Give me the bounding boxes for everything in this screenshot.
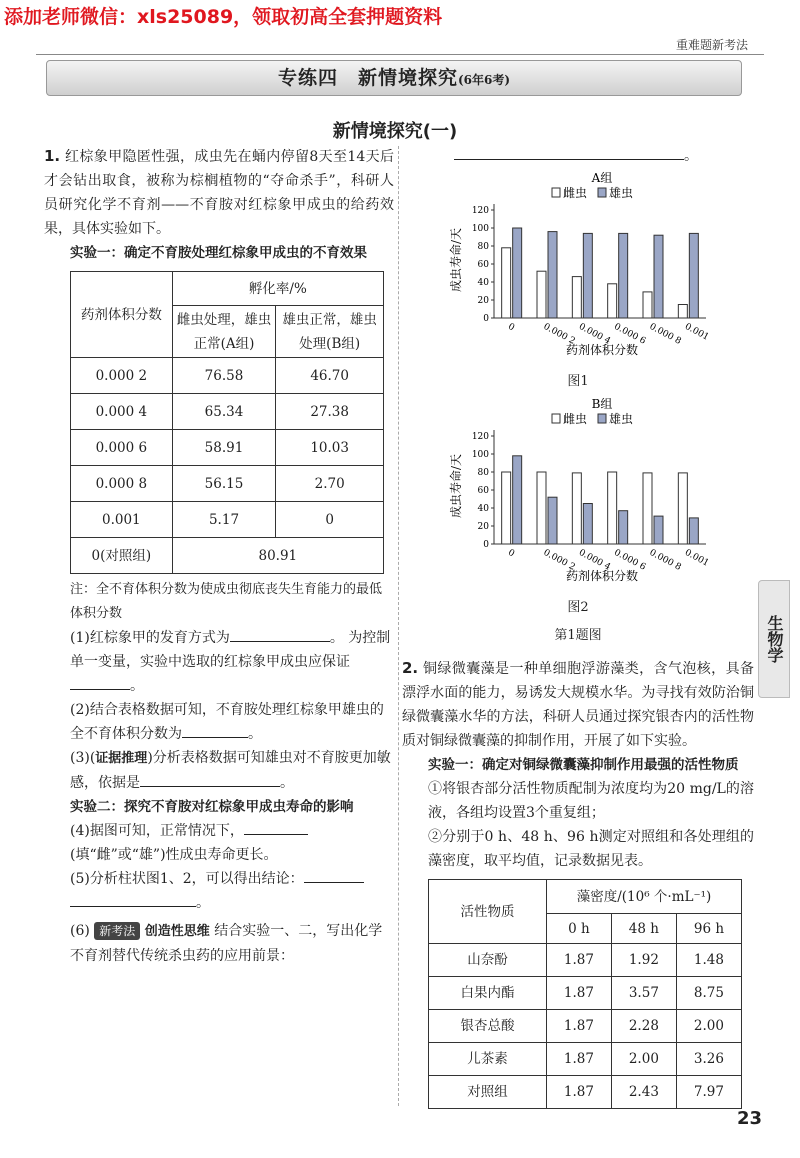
q1-cell: 27.38 xyxy=(276,394,384,430)
y-tick-label: 40 xyxy=(477,504,489,514)
bar-female xyxy=(537,271,546,318)
q1-s2-text: (2)结合表格数据可知，不育胺处理红棕象甲雄虫的全不育体积分数为 xyxy=(70,702,384,742)
q1-exp1-heading: 实验一：确定不育胺处理红棕象甲成虫的不育效果 xyxy=(70,245,367,261)
x-tick-label: 0.001 xyxy=(682,321,711,343)
q1-table-header-b: 雄虫正常，雄虫处理(B组) xyxy=(276,306,384,358)
period: 。 xyxy=(130,678,144,694)
page-number: 23 xyxy=(736,1108,762,1129)
q2-cell: 3.26 xyxy=(676,1043,741,1076)
q1-cell: 0.000 8 xyxy=(71,466,173,502)
q2-cell: 1.87 xyxy=(547,1043,612,1076)
answer-blank[interactable] xyxy=(244,819,308,835)
q1-s3-tag: 证据推理 xyxy=(95,751,148,766)
q1-cell: 5.17 xyxy=(172,502,276,538)
bar-male xyxy=(548,497,557,544)
q2-table-header-0h: 0 h xyxy=(547,914,612,944)
q1-cell: 65.34 xyxy=(172,394,276,430)
y-tick-label: 120 xyxy=(471,432,489,442)
q1-cell: 0.000 2 xyxy=(71,358,173,394)
q2-cell: 1.92 xyxy=(611,944,676,977)
y-tick-label: 80 xyxy=(477,468,489,478)
period: 。 xyxy=(329,630,344,646)
left-column xyxy=(44,144,394,968)
q2-table-header-48h: 48 h xyxy=(611,914,676,944)
q2-cell: 1.87 xyxy=(547,1010,612,1043)
y-tick-label: 60 xyxy=(477,260,489,270)
y-tick-label: 80 xyxy=(477,242,489,252)
bar-female xyxy=(608,284,617,318)
bar-female xyxy=(643,473,652,544)
bar-male xyxy=(583,504,592,545)
y-axis-label: 成虫寿命/天 xyxy=(449,453,463,519)
q1-number: 1. xyxy=(44,147,61,165)
table-row xyxy=(429,1076,742,1109)
q2-exp1-heading: 实验一：确定对铜绿微囊藻抑制作用最强的活性物质 xyxy=(428,757,739,773)
q2-cell: 山奈酚 xyxy=(429,944,547,977)
banner-title: 专练四 新情境探究 xyxy=(277,67,458,89)
q2-number: 2. xyxy=(402,659,419,677)
q1-s1-text: (1)红棕象甲的发育方式为 xyxy=(70,630,230,646)
q1-intro-text: 红棕象甲隐匿性强，成虫先在蛹内停留8天至14天后才会钻出取食，被称为棕榈植物的“夺命杀手”，科研人员研究化学不育剂——不育胺对红棕象甲成虫的给药效果，具体实验如下。 xyxy=(44,149,394,237)
legend-swatch-female xyxy=(552,188,560,197)
table-row xyxy=(71,502,384,538)
x-tick-label: 0.000 4 xyxy=(576,321,612,347)
answer-blank[interactable] xyxy=(454,144,684,160)
y-axis-label: 成虫寿命/天 xyxy=(449,227,463,293)
bar-male xyxy=(548,232,557,318)
q1-cell: 46.70 xyxy=(276,358,384,394)
bar-male xyxy=(619,233,628,318)
period: 。 xyxy=(280,775,294,791)
bar-female xyxy=(678,305,687,319)
y-tick-label: 40 xyxy=(477,278,489,288)
q2-cell: 儿茶素 xyxy=(429,1043,547,1076)
y-tick-label: 0 xyxy=(483,314,489,324)
bar-chart-figure-1 xyxy=(402,168,754,364)
table-row xyxy=(71,394,384,430)
q2-cell: 1.87 xyxy=(547,1076,612,1109)
watermark-text: 添加老师微信：xls25089，领取初高全套押题资料 xyxy=(4,6,443,28)
q1-s6-text2: 结合实验一、二，写出化学不育剂替代传统杀虫药的应用前景： xyxy=(70,923,383,964)
q1-cell: 0.001 xyxy=(71,502,173,538)
q1-s6-text: (6) xyxy=(70,923,90,939)
q1-exp2-heading: 实验二：探究不育胺对红棕象甲成虫寿命的影响 xyxy=(70,799,354,815)
q1-control-value: 80.91 xyxy=(172,538,383,574)
period: 。 xyxy=(248,726,262,742)
y-tick-label: 60 xyxy=(477,486,489,496)
y-tick-label: 20 xyxy=(477,522,489,532)
q1-sub2 xyxy=(44,698,394,746)
q2-table-header-density: 藻密度/(10⁶ 个·mL⁻¹) xyxy=(547,880,742,914)
q1-sub1 xyxy=(44,626,394,698)
q1-cell: 56.15 xyxy=(172,466,276,502)
period: 。 xyxy=(196,895,210,911)
legend-label-female: 雌虫 xyxy=(563,186,588,200)
q1-intro xyxy=(44,144,394,241)
legend-swatch-female xyxy=(552,414,560,423)
y-tick-label: 20 xyxy=(477,296,489,306)
q1-control-label: 0(对照组) xyxy=(71,538,173,574)
q2-cell: 2.00 xyxy=(611,1043,676,1076)
bar-female xyxy=(643,292,652,318)
x-tick-label: 0.000 6 xyxy=(612,321,648,347)
answer-blank[interactable] xyxy=(140,771,280,787)
chart-title: B组 xyxy=(591,397,613,411)
q1-s3-text2: )分析表格数据可知雄虫对不育胺更加敏感，依据是 xyxy=(70,750,391,791)
x-tick-label: 0.001 xyxy=(682,547,711,569)
q2-intro xyxy=(402,656,754,753)
q2-cell: 7.97 xyxy=(676,1076,741,1109)
x-tick-label: 0.000 8 xyxy=(647,321,683,347)
q1-cell: 10.03 xyxy=(276,430,384,466)
section-banner xyxy=(46,60,742,96)
bar-male xyxy=(583,233,592,318)
q2-cell: 1.87 xyxy=(547,944,612,977)
q1-sub5 xyxy=(44,867,394,915)
q2-intro-text: 铜绿微囊藻是一种单细胞浮游藻类，含气泡核，具备漂浮水面的能力，易诱发大规模水华。为寻找有效防治铜绿微囊藻水华的方法，科研人员通过探究银杏内的活性物质对铜绿微囊藻的抑制作用，开展了如下实验。 xyxy=(402,661,754,749)
q1-cell: 76.58 xyxy=(172,358,276,394)
section-title: 新情境探究(一) xyxy=(332,121,458,142)
q2-cell: 8.75 xyxy=(676,977,741,1010)
q1-cell: 2.70 xyxy=(276,466,384,502)
q1-sub6 xyxy=(44,919,394,968)
q2-cell: 2.43 xyxy=(611,1076,676,1109)
q2-cell: 银杏总酸 xyxy=(429,1010,547,1043)
x-tick-label: 0 xyxy=(506,547,517,560)
x-tick-label: 0.000 4 xyxy=(576,547,612,573)
x-axis-label: 药剂体积分数 xyxy=(565,343,639,357)
y-tick-label: 120 xyxy=(471,206,489,216)
answer-blank[interactable] xyxy=(230,626,330,642)
table-row xyxy=(429,1010,742,1043)
chart1-caption: 图1 xyxy=(567,374,589,389)
q1-table-header-concentration: 药剂体积分数 xyxy=(71,272,173,358)
q1-cell: 0.000 4 xyxy=(71,394,173,430)
q1-cell: 0.000 6 xyxy=(71,430,173,466)
q2-table-header-96h: 96 h xyxy=(676,914,741,944)
q1-sub4 xyxy=(44,819,394,867)
running-header: 重难题新考法 xyxy=(675,38,748,52)
legend-label-male: 雄虫 xyxy=(609,412,634,426)
table-row xyxy=(429,1043,742,1076)
y-tick-label: 100 xyxy=(471,450,489,460)
q2-cell: 1.48 xyxy=(676,944,741,977)
bar-female xyxy=(572,473,581,544)
bar-female xyxy=(572,277,581,318)
answer-blank[interactable] xyxy=(304,867,364,883)
figure-caption: 第1题图 xyxy=(554,628,602,643)
bar-male xyxy=(513,456,522,544)
q2-step1: ①将银杏部分活性物质配制为浓度均为20 mg/L的溶液，各组均设置3个重复组； xyxy=(428,781,754,821)
q1-table-header-hatch: 孵化率/% xyxy=(172,272,383,306)
x-tick-label: 0.000 2 xyxy=(541,547,577,573)
legend-swatch-male xyxy=(598,414,606,423)
chart-title: A组 xyxy=(591,171,613,185)
x-axis-label: 药剂体积分数 xyxy=(565,569,639,583)
q1-table xyxy=(70,271,384,574)
q1-note: 注：全不育体积分数为使成虫彻底丧失生育能力的最低体积分数 xyxy=(70,582,383,621)
q2-cell: 3.57 xyxy=(611,977,676,1010)
q1-cell: 58.91 xyxy=(172,430,276,466)
right-column xyxy=(402,144,754,1113)
table-row xyxy=(71,430,384,466)
bar-male xyxy=(513,228,522,318)
bar-female xyxy=(502,248,511,318)
q1-sub3 xyxy=(44,746,394,795)
q2-table-header-substance: 活性物质 xyxy=(429,880,547,944)
bar-female xyxy=(502,472,511,544)
table-row xyxy=(71,466,384,502)
answer-blank[interactable] xyxy=(70,674,130,690)
q1-continuation xyxy=(402,144,754,168)
q1-table-header-a: 雌虫处理，雄虫正常(A组) xyxy=(172,306,276,358)
q2-step2: ②分别于0 h、48 h、96 h测定对照组和各处理组的藻密度，取平均值，记录数据见表。 xyxy=(428,829,754,869)
q2-table xyxy=(428,879,742,1109)
table-row xyxy=(429,977,742,1010)
x-tick-label: 0.000 2 xyxy=(541,321,577,347)
q1-s4-text2: (填“雌”或“雄”)性成虫寿命更长。 xyxy=(70,847,278,863)
q1-s3-text: (3)( xyxy=(70,750,96,766)
bar-male xyxy=(654,516,663,544)
q2-cell: 1.87 xyxy=(547,977,612,1010)
legend-label-female: 雌虫 xyxy=(563,412,588,426)
bar-male xyxy=(689,233,698,318)
subject-side-tab: 生物学 xyxy=(758,580,790,698)
y-tick-label: 100 xyxy=(471,224,489,234)
bar-female xyxy=(678,473,687,544)
legend-label-male: 雄虫 xyxy=(609,186,634,200)
bar-chart-figure-2 xyxy=(402,394,754,590)
q1-s1-text2: 为控制单一变量，实验中选取的红棕象甲成虫应保证 xyxy=(70,630,391,670)
table-row xyxy=(71,358,384,394)
bar-male xyxy=(619,511,628,544)
column-divider xyxy=(398,146,399,1106)
x-tick-label: 0.000 6 xyxy=(612,547,648,573)
q2-cell: 2.28 xyxy=(611,1010,676,1043)
q1-s6-tag2: 创造性思维 xyxy=(144,924,210,939)
table-row xyxy=(429,944,742,977)
legend-swatch-male xyxy=(598,188,606,197)
bar-male xyxy=(689,518,698,544)
q2-cell: 白果内酯 xyxy=(429,977,547,1010)
q2-cell: 2.00 xyxy=(676,1010,741,1043)
q1-s5-text: (5)分析柱状图1、2，可以得出结论： xyxy=(70,871,304,887)
new-method-tag: 新考法 xyxy=(94,922,140,940)
q1-cell: 0 xyxy=(276,502,384,538)
bar-female xyxy=(537,472,546,544)
bar-female xyxy=(608,472,617,544)
x-tick-label: 0.000 8 xyxy=(647,547,683,573)
header-rule xyxy=(36,54,764,55)
answer-blank[interactable] xyxy=(182,722,248,738)
bar-male xyxy=(654,235,663,318)
q2-cell: 对照组 xyxy=(429,1076,547,1109)
y-tick-label: 0 xyxy=(483,540,489,550)
period: 。 xyxy=(684,148,698,164)
q1-s4-text: (4)据图可知，正常情况下， xyxy=(70,823,244,839)
x-tick-label: 0 xyxy=(506,321,517,334)
chart2-caption: 图2 xyxy=(567,600,589,615)
banner-subtitle: (6年6考) xyxy=(457,73,511,87)
answer-blank[interactable] xyxy=(70,891,196,907)
table-row xyxy=(71,538,384,574)
